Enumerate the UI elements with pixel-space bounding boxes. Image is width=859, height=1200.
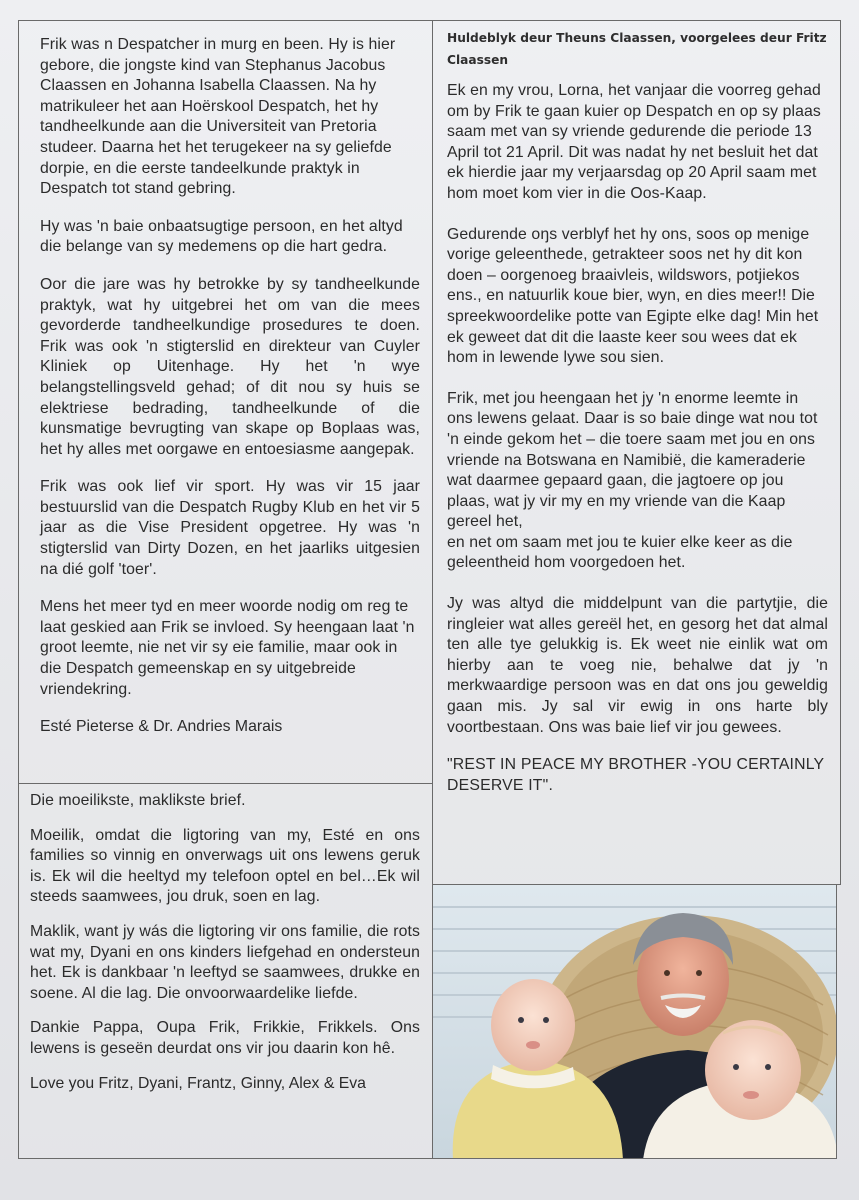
family-photo-illustration [433, 885, 837, 1159]
rest-in-peace-quote: "REST IN PEACE MY BROTHER -YOU CERTAINLY DESERVE IT". [447, 756, 825, 795]
letter-box-fritz [18, 783, 433, 1159]
tribute-paragraph: Oor die jare was hy betrokke by sy tandheelkunde praktyk, wat hy uitgebrei het om van die mees gevorderde tandheelkundige prosedures te doen. Frik was ook 'n stigterslid en direkteur van Cuyler Kliniek op Uitenhage. Hy het 'n wye belangstellingsveld gehad; of dit nou sy huis se elektriese bedrading, tandheelkunde of die kunsmatige bevrugting van skape op Boplaas was, het hy alles met oorgawe en entoesiasme aangepak. [40, 275, 420, 458]
tribute-line: Frik, met jou heengaan het jy 'n enorme leemte in ons lewens gelaat. Daar is so baie dinge wat nou tot 'n einde gekom het – die toere saam met jou en ons vriende na Botswana en Namibië, die kameraderie wat daarmee gepaard gaan, die jagtoere op jou plaas, wat jy vir my en my vriende van die Kaap gereel het, [447, 389, 818, 531]
letter-signature: Love you Fritz, Dyani, Frantz, Ginny, Alex & Eva [30, 1074, 366, 1092]
tribute-paragraph: Frik was n Despatcher in murg en been. Hy is hier gebore, die jongste kind van Stephanus Jacobus Claassen en Johanna Isabella Claassen. Na hy matrikuleer het aan Hoërskool Despatch, het hy tandheelkunde aan die Universiteit van Pretoria studeer. Daarna het het terugekeer na sy geliefde dorpie, en die eerste tandeelkunde praktyk in Despatch tot stand gebring. [40, 36, 396, 198]
family-photo [432, 884, 837, 1159]
tribute-line: en net om saam met jou te kuier elke keer as die geleentheid hom voorgedoen het. [447, 533, 793, 572]
tribute-paragraph: Mens het meer tyd en meer woorde nodig om reg te laat geskied aan Frik se invloed. Sy heengaan laat 'n groot leemte, nie net vir sy eie familie, maar ook in die Despatch gemeenskap en sy uitgebreide vriendekring. [40, 598, 415, 698]
tribute-box-theuns [432, 20, 841, 885]
tribute-heading: Huldeblyk deur Theuns Claassen, voorgelees deur Fritz Claassen [447, 31, 827, 67]
tribute-paragraph: Jy was altyd die middelpunt van die partytjie, die ringleier wat alles gereël het, en gesorg het dat almal ten alle tye gelukkig is. Ek weet nie einlik wat om hierby aan te voeg nie, behalwe dat jy 'n merkwaardige persoon was en dat ons jou geweldig gaan mis. Jy sal vir ewig in ons harte bly voortbestaan. Ons was baie lief vir jou gewees. [447, 595, 828, 736]
tribute-paragraph: Ek en my vrou, Lorna, het vanjaar die voorreg gehad om by Frik te gaan kuier op Despatch en op sy plaas saam met van sy vriende gedurende die periode 13 April tot 21 April. Dit was nadat hy net besluit het dat ek hierdie jaar my verjaarsdag op 20 April saam met hom moet kom vier in die Oos-Kaap. [447, 82, 821, 202]
tribute-box-pieterse-marais [18, 20, 433, 784]
tribute-paragraph: Hy was 'n baie onbaatsugtige persoon, en het altyd die belange van sy medemens op die hart gedra. [40, 217, 403, 256]
tribute-paragraph: Gedurende oŋs verblyf het hy ons, soos op menige vorige geleenthede, getrakteer soos net hy dit kon doen – oorgenoeg braaivleis, wildswors, potjiekos ens., en natuurlik koue bier, wyn, en dies meer!! Die spreekwoordelike potte van Egipte elke dag! Min het ek geweet dat dit die laaste keer sou wees dat ek hom in lewende lywe sou sien. [447, 225, 819, 367]
tribute-paragraph: Frik was ook lief vir sport. Hy was vir 15 jaar bestuurslid van die Despatch Rugby Klub en het vir 5 jaar as die Vise President opgetree. Hy was 'n stigterslid van Dirty Dozen, en het jaarliks uitgesien na dié golf 'toer'. [40, 478, 420, 578]
tribute-paragraph-friends [447, 389, 828, 574]
letter-paragraph: Moeilik, omdat die ligtoring van my, Esté en ons families so vinnig en onverwags uit ons lewens geruk is. Ek wil die heeltyd my telefoon optel en bel…Ek wil steeds saamwees, jou druk, soen en lag. [30, 826, 420, 906]
letter-paragraph: Dankie Pappa, Oupa Frik, Frikkie, Frikkels. Ons lewens is geseën deurdat ons vir jou daarin kon hê. [30, 1019, 420, 1057]
letter-paragraph: Maklik, want jy wás die ligtoring vir ons familie, die rots wat my, Dyani en ons kinders liefgehad en ondersteun het. Ek is dankbaar 'n leeftyd se saamwees, drukke en soene. Al die lag. Die onvoorwaardelike liefde. [30, 922, 420, 1002]
letter-title: Die moeilikste, maklikste brief. [30, 792, 246, 809]
tribute-signature: Esté Pieterse & Dr. Andries Marais [40, 718, 283, 736]
